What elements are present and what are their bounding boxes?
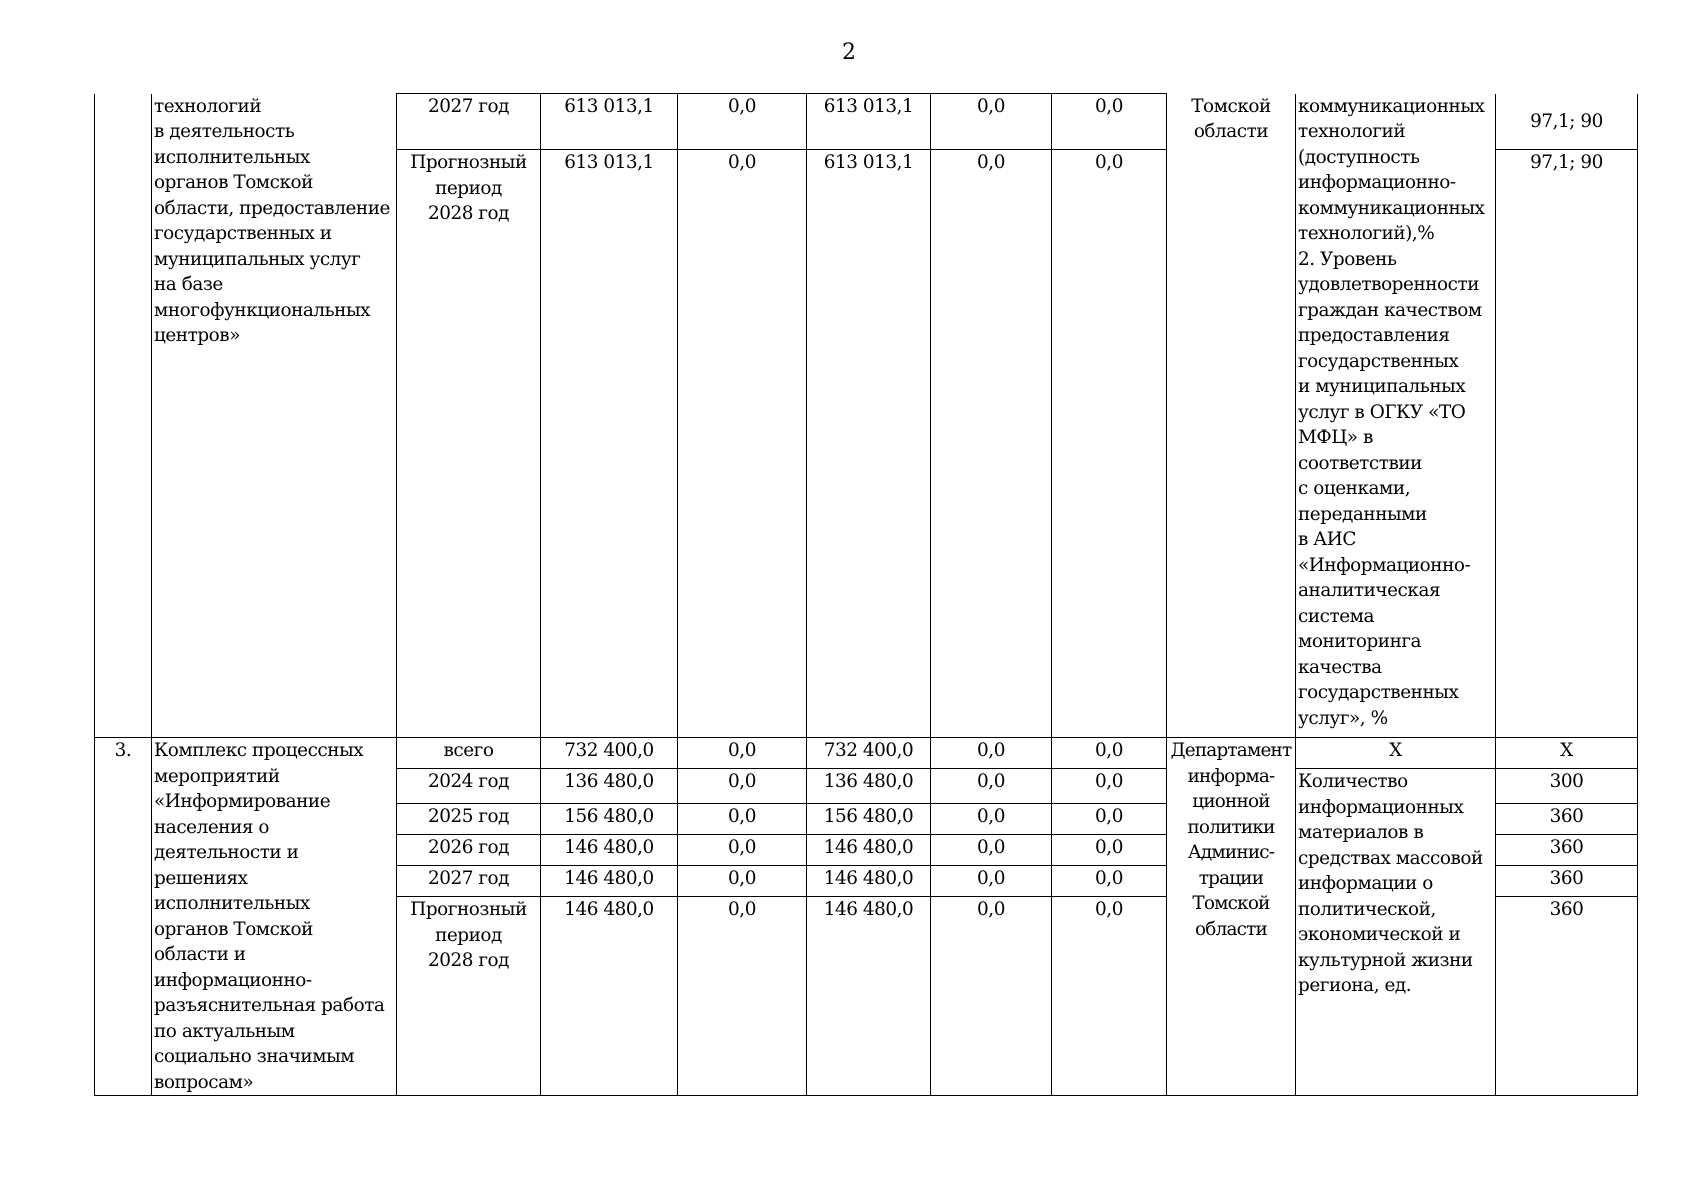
local-cell: 0,0 (931, 835, 1052, 866)
activity-name-cell: Комплекс процессных мероприятий «Информирование населения о деятельности и решениях исполнительных органов Томской области и информационно- разъяснительная работа по актуальным социально значимым вопросам» (152, 738, 397, 1096)
target-cell: 360 (1496, 804, 1638, 835)
activity-name-cell: технологий в деятельность исполнительных органов Томской области, предоставление государственных и муниципальных услуг на базе многофункциональных центров» (152, 94, 397, 738)
total-cell: 146 480,0 (541, 897, 678, 1096)
total-cell: 146 480,0 (541, 835, 678, 866)
regional-cell: 146 480,0 (807, 835, 931, 866)
target-cell: 300 (1496, 769, 1638, 804)
program-table (94, 93, 1638, 1096)
local-cell: 0,0 (931, 738, 1052, 769)
local-cell: 0,0 (931, 769, 1052, 804)
indicator-cell: коммуникационных технологий (доступность информационно- коммуникационных технологий),% 2. Уровень удовлетворенности граждан качеством предоставления государственных и муниципальных услуг в ОГКУ «ТО МФЦ» в соответствии с оценками, переданными в АИС «Информационно- аналитическая система мониторинга качества государственных услуг», % (1296, 94, 1496, 738)
page-number: 2 (842, 40, 856, 65)
table-row (95, 94, 1638, 150)
target-cell: 97,1; 90 (1496, 94, 1638, 150)
other-cell: 0,0 (1052, 897, 1167, 1096)
federal-cell: 0,0 (678, 866, 807, 897)
regional-cell: 146 480,0 (807, 866, 931, 897)
regional-cell: 136 480,0 (807, 769, 931, 804)
total-cell: 156 480,0 (541, 804, 678, 835)
regional-cell: 613 013,1 (807, 150, 931, 738)
other-cell: 0,0 (1052, 835, 1167, 866)
period-cell: всего (397, 738, 541, 769)
federal-cell: 0,0 (678, 804, 807, 835)
federal-cell: 0,0 (678, 738, 807, 769)
total-cell: 613 013,1 (541, 150, 678, 738)
federal-cell: 0,0 (678, 769, 807, 804)
period-cell: 2026 год (397, 835, 541, 866)
indicator-total-cell: Х (1296, 738, 1496, 769)
other-cell: 0,0 (1052, 769, 1167, 804)
local-cell: 0,0 (931, 804, 1052, 835)
federal-cell: 0,0 (678, 94, 807, 150)
period-cell: 2024 год (397, 769, 541, 804)
local-cell: 0,0 (931, 94, 1052, 150)
target-cell: 360 (1496, 866, 1638, 897)
period-cell: 2027 год (397, 94, 541, 150)
other-cell: 0,0 (1052, 150, 1167, 738)
local-cell: 0,0 (931, 150, 1052, 738)
other-cell: 0,0 (1052, 804, 1167, 835)
row-number-cell: 3. (95, 738, 152, 1096)
total-cell: 613 013,1 (541, 94, 678, 150)
period-cell: 2027 год (397, 866, 541, 897)
total-cell: 146 480,0 (541, 866, 678, 897)
period-cell: Прогнозный период 2028 год (397, 150, 541, 738)
regional-cell: 156 480,0 (807, 804, 931, 835)
table-row (95, 738, 1638, 769)
federal-cell: 0,0 (678, 897, 807, 1096)
other-cell: 0,0 (1052, 738, 1167, 769)
federal-cell: 0,0 (678, 835, 807, 866)
other-cell: 0,0 (1052, 94, 1167, 150)
row-number-cell (95, 94, 152, 738)
other-cell: 0,0 (1052, 866, 1167, 897)
target-cell: 360 (1496, 835, 1638, 866)
federal-cell: 0,0 (678, 150, 807, 738)
local-cell: 0,0 (931, 897, 1052, 1096)
total-cell: 136 480,0 (541, 769, 678, 804)
indicator-cell: Количество информационных материалов в средствах массовой информации о политической, экономической и культурной жизни региона, ед. (1296, 769, 1496, 1096)
total-cell: 732 400,0 (541, 738, 678, 769)
target-cell: Х (1496, 738, 1638, 769)
target-cell: 360 (1496, 897, 1638, 1096)
local-cell: 0,0 (931, 866, 1052, 897)
regional-cell: 613 013,1 (807, 94, 931, 150)
period-cell: 2025 год (397, 804, 541, 835)
regional-cell: 146 480,0 (807, 897, 931, 1096)
target-cell: 97,1; 90 (1496, 150, 1638, 738)
period-cell: Прогнозный период 2028 год (397, 897, 541, 1096)
regional-cell: 732 400,0 (807, 738, 931, 769)
responsible-cell: Департамент информа- ционной политики Админис- трации Томской области (1167, 738, 1296, 1096)
responsible-cell: Томской области (1167, 94, 1296, 738)
